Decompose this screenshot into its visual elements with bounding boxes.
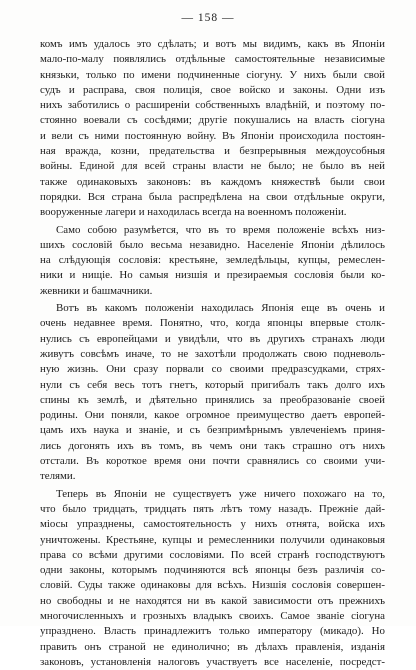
text-line: но свободны и не находятся ни въ какой зависимости отъ прежнихъ	[40, 594, 385, 607]
text-line: лись догонять ихъ въ томъ, въ чемъ они такъ страшно отъ нихъ	[40, 439, 385, 452]
text-line: нули съ себя весь тотъ гнетъ, который пригибалъ такъ долго ихъ	[40, 378, 385, 391]
text-line: мало-по-малу появлялись отдѣльные самостоятельные независимые	[40, 53, 385, 66]
text-line: упразднено. Власть принадлежитъ только императору (микадо). Но	[40, 625, 385, 638]
text-line: войны. Единой для всей страны власти не было; не было въ ней	[40, 160, 385, 173]
text-line: родины. Они поняли, какое огромное преимущество даетъ европей-	[40, 409, 385, 422]
text-line: уничтожены. Крестьяне, купцы и ремесленники получили одинаковыя	[40, 533, 385, 546]
text-line: шихъ сословій было весьма незавидно. Населеніе Японіи дѣлилось	[40, 238, 385, 251]
text-line: права со всѣми другими сословіями. По всей странѣ господствуютъ	[40, 548, 385, 561]
paragraph-3	[40, 301, 385, 485]
text-line: судъ и расправа, своя полиція, свое войско и законы. Одни изъ	[40, 83, 385, 96]
text-line: многочисленныхъ и грозныхъ владыкъ своихъ. Самое званіе сіогуна	[40, 609, 385, 622]
text-line: ную жизнь. Они сразу порвали со своими предразсудками, стрях-	[40, 363, 385, 376]
text-line: словій. Суды также одинаковы для всѣхъ. Низшія сословія совершен-	[40, 579, 385, 592]
text-line: ная вражда, козни, предательства и безпрерывныя междоусобныя	[40, 145, 385, 158]
text-line: очень недавнее время. Понятно, что, когда японцы впервые столк-	[40, 317, 385, 330]
paragraph-1	[40, 37, 385, 221]
text-line: Вотъ въ какомъ положеніи находилась Японія еще въ очень и	[56, 302, 385, 315]
text-line: и вели съ ними постоянную войну. Въ Японіи происходила постоян-	[40, 129, 385, 142]
text-line: одни законы, которымъ подчиняются всѣ японцы безъ различія со-	[40, 564, 385, 577]
text-line: спины къ землѣ, и дѣятельно принялись за преобразованіе своей	[40, 393, 385, 406]
text-line: телями.	[40, 470, 76, 483]
text-line: отстали. Въ короткое время они почти сравнялись со своими учи-	[40, 455, 385, 468]
text-line: стоянно воевали съ сосѣдями; другіе покушались на власть сіогуна	[40, 114, 385, 127]
text-line: Теперь въ Японіи не существуетъ уже ничего похожаго на то,	[56, 487, 385, 500]
text-line: князьки, только по имени подчиненные сіогуну. У нихъ были свой	[40, 68, 385, 81]
text-line: также одинаковыхъ законовъ: въ каждомъ княжествѣ были свои	[40, 175, 385, 188]
text-line: цамъ ихъ наука и знаніе, и съ безпримѣрнымъ увлеченіемъ приня-	[40, 424, 385, 437]
text-line: міосы упразднены, самостоятельность у нихъ отнята, войска ихъ	[40, 518, 385, 531]
text-line: законовъ, установленія налоговъ участвуетъ все населеніе, посредст-	[40, 655, 385, 668]
text-line: порядки. Вся страна была распредѣлена на свои отдѣльные округи,	[40, 190, 385, 203]
text-line: жевники и башмачники.	[40, 284, 153, 297]
text-line: нихъ заботились о расширеніи собственныхъ владѣній, и поэтому по-	[40, 99, 385, 112]
text-line: на слѣдующія сословія: крестьяне, земледѣльцы, купцы, ремеслен-	[40, 254, 385, 267]
text-line: править онъ страной не единолично; въ дѣлахъ правленія, изданія	[40, 640, 385, 653]
text-line: нулись съ европейцами и увидѣли, что въ другихъ странахъ люди	[40, 332, 385, 345]
text-line: ники и нищіе. Но самыя низшія и презираемыя сословія были ко-	[40, 269, 385, 282]
text-line: Само собою разумѣется, что въ то время положеніе всѣхъ низ-	[56, 223, 385, 236]
text-line: что было тридцать, тридцать пять лѣтъ тому назадъ. Прежніе дай-	[40, 502, 385, 515]
paragraph-4	[40, 487, 385, 670]
page-text	[40, 37, 385, 670]
text-line: комъ имъ удалось это сдѣлать; и вотъ мы видимъ, какъ въ Японіи	[40, 38, 385, 50]
page-number: — 158 —	[181, 12, 235, 24]
paragraph-2	[40, 223, 385, 299]
text-line: живутъ совсѣмъ иначе, то не захотѣли продолжать свою подневоль-	[40, 347, 385, 360]
text-line: вооруженные лагери и находилась всегда на военномъ положеніи.	[40, 206, 347, 219]
